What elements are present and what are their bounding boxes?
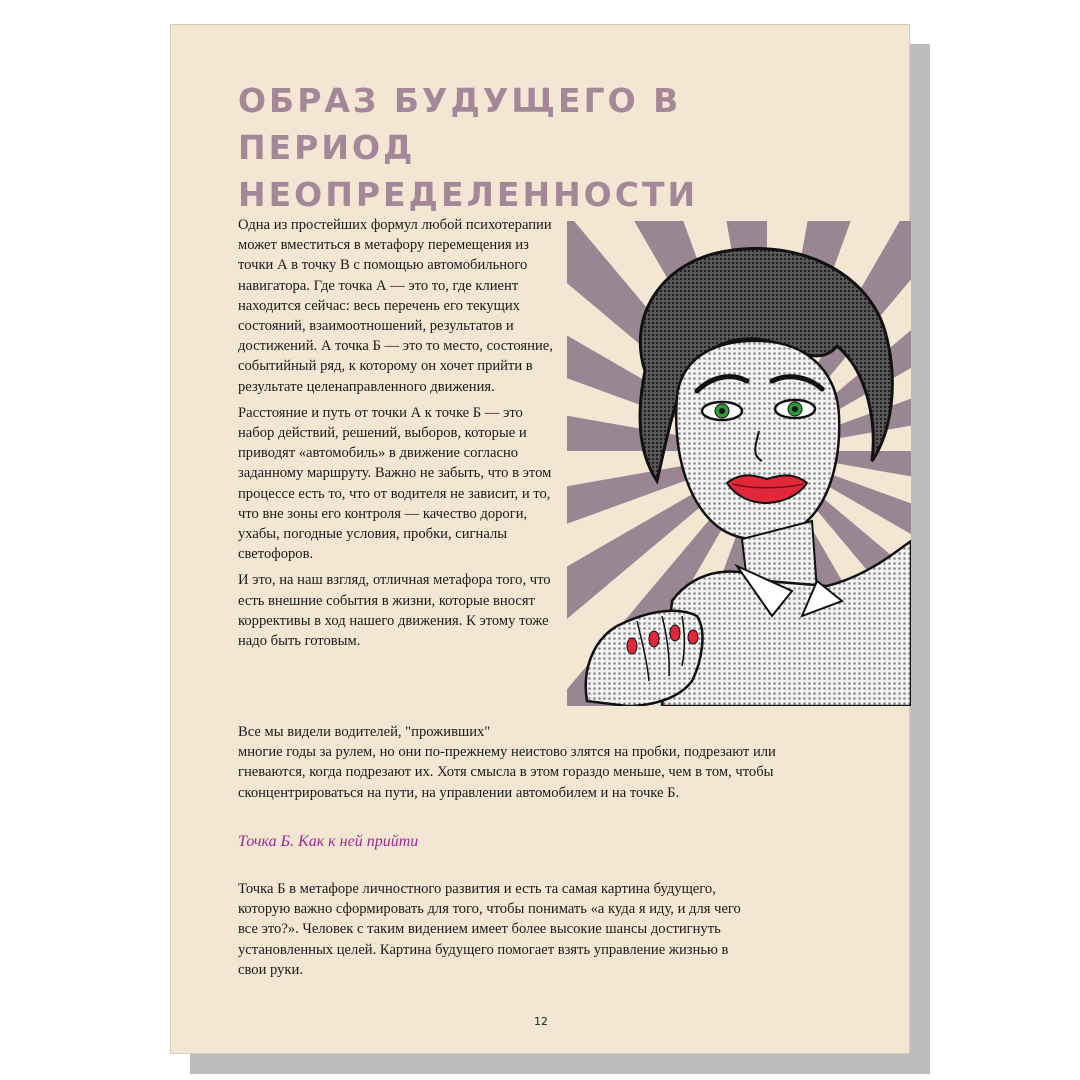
page-title [238,77,858,218]
paragraph-2: Расстояние и путь от точки А к точке Б — это набор действий, решений, выборов, которые и приводят «автомобиль» в движение согласно заданному маршруту. Важно не забыть, что в этом процессе есть то, что от водителя не зависит, и то, что вне зоны его контроля — качество дороги, ухабы, погодные условия, пробки, сигналы светофоров. [238,404,552,563]
subheading: Точка Б. Как к ней прийти [238,833,419,850]
paragraph-3: И это, на наш взгляд, отличная метафора того, что есть внешние события в жизни, которые вносят коррективы в ход нашего движения. К этому тоже надо быть готовым. [238,572,551,650]
retro-woman-illustration [567,221,911,706]
wide-paragraph [238,722,838,803]
paragraph-1: Одна из простейших формул любой психотерапии может вместиться в метафору перемещения из точки А в точку В с помощью автомобильного навигатора. Где точка А — это то, где клиент находится сейчас: весь перечень его текущих состояний, взаимоотношений, результатов и достижений. А точка Б — это то место, состояние, событийный ряд, к которому он хочет прийти в результате целенаправленного движения. [238,217,553,395]
wide-paragraph-rest: многие годы за рулем, но они по-прежнему неистово злятся на пробки, подрезают или гневаются, когда подрезают их. Хотя смысла в этом гораздо меньше, чем в том, чтобы сконцентрироваться на пути, на управлении автомобилем и на точке Б. [238,744,776,801]
final-paragraph: Точка Б в метафоре личностного развития и есть та самая картина будущего, которую важно сформировать для того, чтобы понимать «а куда я иду, и для чего все это?». Человек с таким видением имеет более высокие шансы достигнуть установленных целей. Картина будущего помогает взять управление жизнью в свои руки. [238,881,741,978]
page-number: 12 [534,1015,548,1028]
document-page [170,24,910,1054]
body-column [238,215,556,657]
wide-paragraph-lead: Все мы видели водителей, "проживших" [238,724,491,740]
title-line-2: НЕОПРЕДЕЛЕННОСТИ [238,175,699,214]
title-line-1: ОБРАЗ БУДУЩЕГО В ПЕРИОД [238,81,682,167]
